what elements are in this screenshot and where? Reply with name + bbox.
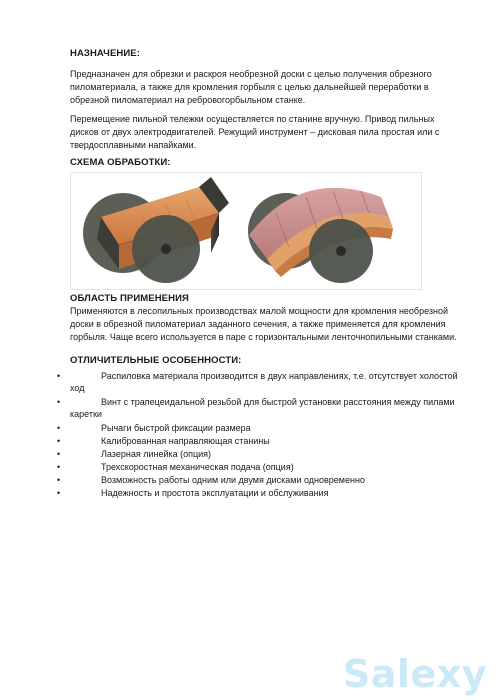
bullet-icon: • [57,397,61,407]
left-saw-blade-front [132,215,200,283]
processing-scheme-illustration [71,173,421,289]
bullet-icon: • [57,462,61,472]
bullet-icon: • [57,488,61,498]
bullet-icon: • [57,449,61,459]
bullet-icon: • [57,423,61,433]
list-item [57,396,462,422]
feature-text: Трехскоростная механическая подача (опция) [101,462,294,472]
list-item [57,370,462,396]
application-heading: ОБЛАСТЬ ПРИМЕНЕНИЯ [70,293,189,304]
bullet-icon: • [57,475,61,485]
feature-text: Надежность и простота эксплуатации и обслуживания [101,488,329,498]
right-saw-blade-front [309,219,373,283]
application-paragraph: Применяются в лесопильных производствах малой мощности для кромления необрезной доски в обрезной пиломатериал заданного сечения, а также применяется для кромления горбыля. Чаще всего используется в паре с горизонтальными ленточнопильными станками. [70,306,457,343]
scheme-heading: СХЕМА ОБРАБОТКИ: [70,157,171,168]
purpose-paragraph-2: Перемещение пильной тележки осуществляется по станине вручную. Привод пильных дисков от двух электродвигателей. Режущий инструмент – дисковая пила простая или с твердосплавными напайками. [70,114,440,151]
feature-text: Возможность работы одним или двумя дисками одновременно [101,475,365,485]
features-heading: ОТЛИЧИТЕЛЬНЫЕ ОСОБЕННОСТИ: [70,355,242,366]
feature-text: Рычаги быстрой фиксации размера [101,423,251,433]
salexy-watermark-logo: Salexy [342,652,487,696]
processing-scheme-image [70,172,422,290]
purpose-paragraph-1: Предназначен для обрезки и раскроя необрезной доски с целью получения обрезного пиломатериала, а также для кромления горбыля с целью дальнейшей переработки в обрезной пиломатериал на ребровогорбыльном станке. [70,69,432,106]
feature-text: Лазерная линейка (опция) [101,449,212,459]
bullet-icon: • [57,436,61,446]
feature-text: Калиброванная направляющая станины [101,436,270,446]
purpose-heading: НАЗНАЧЕНИЕ: [70,48,140,59]
feature-text: Винт с трапецеидальной резьбой для быстрой установки расстояния между пилами каретки [70,397,455,420]
bullet-icon: • [57,371,61,381]
feature-text: Распиловка материала производится в двух направлениях, т.е. отсутствует холостой ход [70,371,458,394]
